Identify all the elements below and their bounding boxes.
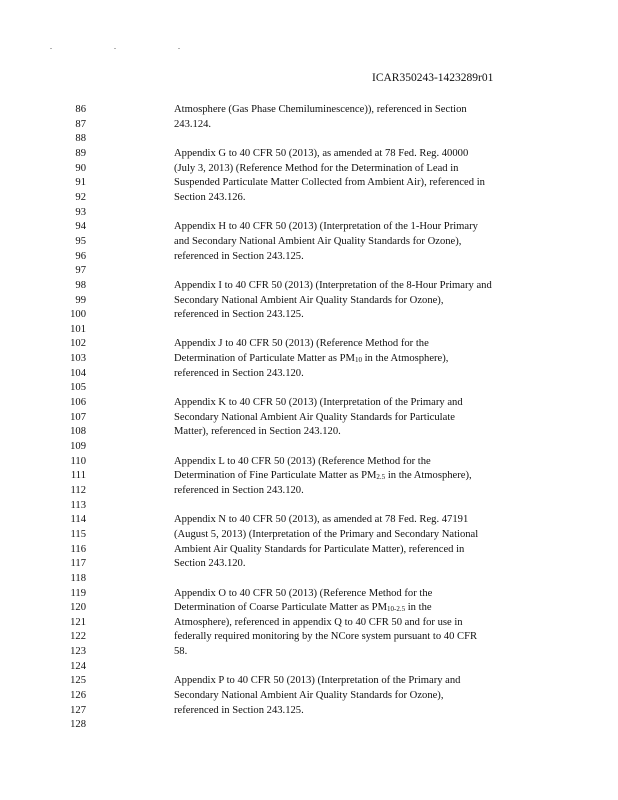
document-line: [0, 601, 618, 615]
line-number: 124: [70, 660, 86, 672]
subscript: 2.5: [376, 473, 386, 482]
document-line: [0, 279, 618, 293]
line-number: 97: [75, 265, 86, 277]
line-number: 91: [75, 177, 86, 189]
line-number: 103: [70, 353, 86, 365]
line-text: and Secondary National Ambient Air Quality Standards for Ozone),: [174, 235, 462, 247]
document-line: [0, 191, 618, 205]
line-number: 106: [70, 397, 86, 408]
line-number: 86: [75, 104, 86, 115]
line-text: Suspended Particulate Matter Collected from Ambient Air), referenced in: [174, 177, 485, 189]
document-line: [0, 235, 618, 249]
line-number: 109: [70, 440, 86, 452]
line-text: Secondary National Ambient Air Quality Standards for Particulate: [174, 411, 455, 423]
line-text: Appendix O to 40 CFR 50 (2013) (Reference Method for the: [174, 587, 433, 599]
document-line: [0, 587, 618, 601]
line-number: 89: [75, 147, 86, 159]
line-number: 111: [70, 470, 86, 482]
line-text: Appendix L to 40 CFR 50 (2013) (Reference Method for the: [174, 455, 431, 467]
line-text: referenced in Section 243.125.: [174, 250, 304, 262]
document-line: [0, 440, 618, 454]
line-text: referenced in Section 243.120.: [174, 367, 304, 379]
line-text: referenced in Section 243.125.: [174, 309, 304, 321]
document-line: [0, 528, 618, 542]
document-line: [0, 572, 618, 586]
line-text: Appendix P to 40 CFR 50 (2013) (Interpretation of the Primary and: [174, 675, 461, 687]
document-line: [0, 689, 618, 703]
line-text: [174, 601, 432, 615]
line-number: 114: [70, 514, 86, 526]
line-number: 101: [70, 323, 86, 335]
line-number: 115: [70, 528, 86, 540]
document-line: [0, 206, 618, 220]
document-line: [0, 645, 618, 659]
line-number: 105: [70, 382, 86, 394]
line-text: Section 243.120.: [174, 558, 246, 570]
line-number: 107: [70, 411, 86, 423]
line-number: 94: [75, 221, 86, 233]
line-text: Section 243.126.: [174, 191, 246, 203]
line-number: 110: [70, 455, 86, 467]
line-text: federally required monitoring by the NCore system pursuant to 40 CFR: [174, 631, 478, 643]
line-number: 126: [70, 690, 86, 701]
line-text: referenced in Section 243.125.: [174, 704, 304, 716]
corner-marks: . . .: [50, 42, 210, 51]
line-number: 102: [70, 338, 86, 350]
line-text: Appendix G to 40 CFR 50 (2013), as amended at 78 Fed. Reg. 40000: [174, 147, 469, 159]
document-line: [0, 176, 618, 190]
line-number: 93: [75, 206, 86, 218]
line-text-pre: Determination of Fine Particulate Matter as PM: [174, 470, 377, 482]
document-line: [0, 323, 618, 337]
document-id: ICAR350243-1423289r01: [372, 72, 494, 84]
document-line: [0, 337, 618, 351]
document-line: [0, 484, 618, 498]
line-number: 117: [70, 558, 86, 570]
line-number: 127: [70, 704, 86, 716]
line-text: Appendix J to 40 CFR 50 (2013) (Reference Method for the: [174, 338, 429, 350]
line-text-pre: Determination of Coarse Particulate Matter as PM: [174, 602, 387, 614]
line-number: 92: [75, 191, 86, 203]
document-line: [0, 220, 618, 234]
subscript: 10-2.5: [387, 605, 406, 614]
document-line: [0, 294, 618, 308]
document-line: [0, 674, 618, 688]
line-number: 104: [70, 367, 86, 379]
document-line: [0, 425, 618, 439]
line-text-post: in the: [405, 602, 432, 614]
document-line: [0, 147, 618, 161]
line-text: Secondary National Ambient Air Quality Standards for Ozone),: [174, 690, 444, 701]
document-line: [0, 367, 618, 381]
line-number: 98: [75, 279, 86, 291]
line-text: Matter), referenced in Section 243.120.: [174, 426, 341, 438]
document-line: [0, 557, 618, 571]
document-line: [0, 132, 618, 146]
line-number: 116: [70, 543, 86, 555]
line-text: (August 5, 2013) (Interpretation of the Primary and Secondary National: [174, 528, 479, 540]
line-text-pre: Determination of Particulate Matter as PM: [174, 353, 355, 365]
line-text: Appendix K to 40 CFR 50 (2013) (Interpretation of the Primary and: [174, 397, 463, 408]
document-line: [0, 118, 618, 132]
line-number: 122: [70, 631, 86, 643]
line-text: Appendix N to 40 CFR 50 (2013), as amended at 78 Fed. Reg. 47191: [174, 514, 469, 526]
line-number: 90: [75, 162, 86, 174]
document-line: [0, 543, 618, 557]
line-text: [174, 469, 472, 483]
line-number: 121: [70, 616, 86, 628]
line-number: 118: [70, 572, 86, 584]
document-line: [0, 162, 618, 176]
document-line: [0, 616, 618, 630]
line-text: Atmosphere (Gas Phase Chemiluminescence)), referenced in Section: [174, 104, 467, 115]
line-number: 96: [75, 250, 86, 262]
line-text: (July 3, 2013) (Reference Method for the Determination of Lead in: [174, 162, 459, 174]
document-line: [0, 660, 618, 674]
document-line: [0, 455, 618, 469]
document-line: [0, 704, 618, 718]
line-text-post: in the Atmosphere),: [385, 470, 472, 482]
line-number: 128: [70, 719, 86, 731]
line-text: Appendix H to 40 CFR 50 (2013) (Interpretation of the 1-Hour Primary: [174, 221, 478, 233]
document-line: [0, 630, 618, 644]
document-line: [0, 396, 618, 410]
line-number: 113: [70, 499, 86, 511]
line-number: 100: [70, 309, 86, 321]
line-number: 99: [75, 294, 86, 306]
document-line: [0, 499, 618, 513]
line-number: 108: [70, 426, 86, 438]
line-text: Secondary National Ambient Air Quality Standards for Ozone),: [174, 294, 444, 306]
document-line: [0, 250, 618, 264]
line-number: 125: [70, 675, 86, 687]
line-text: [174, 352, 448, 366]
line-number: 119: [70, 587, 86, 599]
document-line: [0, 411, 618, 425]
document-line: [0, 469, 618, 483]
document-line: [0, 513, 618, 527]
document-line: [0, 718, 618, 732]
subscript: 10: [354, 356, 362, 365]
line-text-post: in the Atmosphere),: [361, 353, 449, 365]
line-text: Atmosphere), referenced in appendix Q to 40 CFR 50 and for use in: [174, 616, 463, 628]
line-text: referenced in Section 243.120.: [174, 484, 304, 496]
document-line: [0, 352, 618, 366]
line-number: 120: [70, 602, 86, 614]
line-text: Appendix I to 40 CFR 50 (2013) (Interpretation of the 8-Hour Primary and: [174, 279, 492, 291]
line-number: 87: [75, 118, 86, 130]
document-line: [0, 103, 618, 117]
line-number: 88: [75, 133, 86, 145]
line-text: Ambient Air Quality Standards for Particulate Matter), referenced in: [174, 543, 465, 555]
line-text: 243.124.: [174, 118, 212, 130]
document-line: [0, 264, 618, 278]
line-number: 123: [70, 646, 86, 658]
document-line: [0, 381, 618, 395]
document-line: [0, 308, 618, 322]
line-text: 58.: [174, 646, 188, 658]
line-number: 95: [75, 235, 86, 247]
line-number: 112: [70, 484, 86, 496]
